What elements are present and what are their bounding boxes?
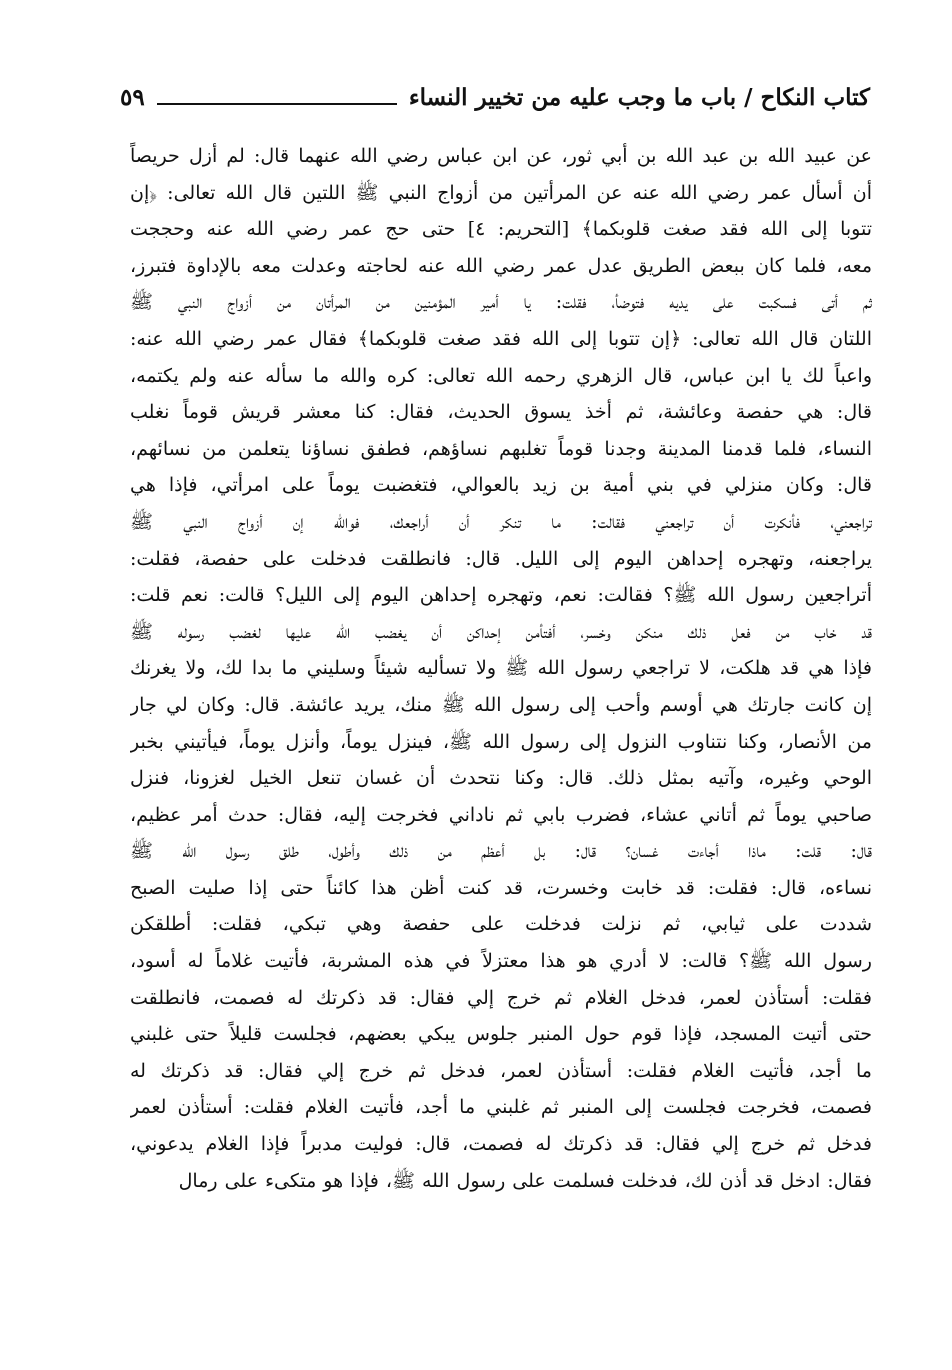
text-line: نساءه، قال: فقلت: قد خابت وخسرت، قد كنت أظن هذا كائناً حتى إذا صليت الصبح — [130, 876, 872, 899]
text-line: حتى أتيت المسجد، فإذا قوم حول المنبر جلوس يبكي بعضهم، فجلست قليلاً حتى غلبني — [130, 1023, 872, 1046]
text-line: ما أجد، فأتيت الغلام فقلت: أستأذن لعمر، فدخل ثم خرج إلي فقال: قد ذكرتك له — [130, 1059, 872, 1082]
text-line: يراجعنه، وتهجره إحداهن اليوم إلى الليل. قال: فانطلقت فدخلت على حفصة، فقلت: — [130, 547, 872, 570]
text-line: معه، فلما كان ببعض الطريق عدل عمر رضي الله عنه لحاجته وعدلت معه بالإداوة فتبرز، — [130, 254, 872, 277]
text-line: قد خاب من فعل ذلك منكن وخسر، أفتأمن إحداكن أن يغضب الله عليها لغضب رسوله ﷺ — [130, 620, 872, 643]
text-line: فقال: ادخل قد أذن لك، فدخلت فسلمت على رسول الله ﷺ، فإذا هو متكىء على رمال — [178, 1169, 872, 1192]
text-line: تتوبا إلى الله فقد صغت قلوبكما﴾ [التحريم: ٤] حتى حج عمر رضي الله عنه وحججت — [130, 218, 872, 241]
text-line: فدخل ثم خرج إلي فقال: قد ذكرتك له فصمت، قال: فوليت مدبراً فإذا الغلام يدعوني، — [130, 1133, 872, 1156]
text-line: ثم أتى فسكبت على يديه فتوضأ، فقلت: يا أمير المؤمنين من المرأتان من أزواج النبي ﷺ — [130, 291, 872, 314]
text-line: رسول الله ﷺ؟ قالت: لا أدري هو هذا معتزلاً في هذه المشربة، فأتيت غلاماً له أسود، — [130, 950, 872, 973]
text-line: فصمت، فخرجت فجلست إلى المنبر ثم غلبني ما أجد، فأتيت الغلام فقلت: أستأذن لعمر — [130, 1096, 872, 1119]
text-line: قال: قلت: ماذا أجاءت غسان؟ قال: بل أعظم من ذلك وأطول، طلق رسول الله ﷺ — [130, 840, 872, 863]
text-line: إن كانت جارتك هي أوسم وأحب إلى رسول الله ﷺ منك، يريد عائشة. قال: وكان لي جار — [130, 693, 872, 716]
header-rule — [157, 103, 397, 105]
text-line: قال: وكان منزلي في بني أمية بن زيد بالعوالي، فتغضبت يوماً على امرأتي، فإذا هي — [130, 474, 872, 497]
text-line: عن عبيد الله بن عبد الله بن أبي ثور، عن ابن عباس رضي الله عنهما قال: لم أزل حريصاً — [130, 145, 872, 167]
text-line: فإذا هي قد هلكت، لا تراجعي رسول الله ﷺ ولا تسأليه شيئاً وسليني ما بدا لك، ولا يغرنك — [130, 657, 872, 680]
text-line: اللتان قال الله تعالى: ﴿إن تتوبا إلى الله فقد صغت قلوبكما﴾ فقال عمر رضي الله عنه: — [130, 327, 872, 350]
text-line: من الأنصار، وكنا نتناوب النزول إلى رسول الله ﷺ، فينزل يوماً، وأنزل يوماً، فيأتيني بخبر — [130, 730, 872, 753]
text-line: تراجعني، فأنكرت أن تراجعني فقالت: ما تنكر أن أراجعك، فوالله إن أزواج النبي ﷺ — [130, 510, 872, 533]
text-line: واعباً لك يا ابن عباس، قال الزهري رحمه الله تعالى: كره والله ما سأله عنه ولم يكتمه، — [130, 364, 872, 387]
text-line: قال: هي حفصة وعائشة، ثم أخذ يسوق الحديث، فقال: كنا معشر قريش قوماً نغلب — [130, 401, 872, 424]
text-line: أتراجعين رسول الله ﷺ؟ فقالت: نعم، وتهجره إحداهن اليوم إلى الليل؟ قالت: نعم قلت: — [130, 584, 872, 607]
text-line: الوحي وغيره، وآتيه بمثل ذلك. قال: وكنا نتحدث أن غسان تنعل الخيل لغزونا، فنزل — [130, 767, 872, 790]
running-header — [120, 70, 870, 112]
text-line: صاحبي يوماً ثم أتاني عشاء، فضرب بابي ثم ناداني فخرجت إليه، فقال: حدث أمر عظيم، — [130, 803, 872, 826]
chapter-title: كتاب النكاح / باب ما وجب عليه من تخيير النساء — [408, 84, 870, 111]
text-line: النساء، فلما قدمنا المدينة وجدنا قوماً تغلبهم نساؤهم، فطفق نساؤنا يتعلمن من نسائهم، — [130, 437, 872, 460]
text-line: فقلت: أستأذن لعمر، فدخل الغلام ثم خرج إلي فقال: قد ذكرتك له فصمت، فانطلقت — [130, 986, 872, 1009]
body-text — [130, 138, 872, 1199]
text-line: أن أسأل عمر رضي الله عنه عن المرأتين من أزواج النبي ﷺ اللتين قال الله تعالى: ﴿إن — [130, 181, 872, 204]
text-line: شددت على ثيابي، ثم نزلت فدخلت على حفصة وهي تبكي، فقلت: أطلقكن — [130, 913, 872, 936]
page-number: ٥٩ — [120, 84, 145, 111]
